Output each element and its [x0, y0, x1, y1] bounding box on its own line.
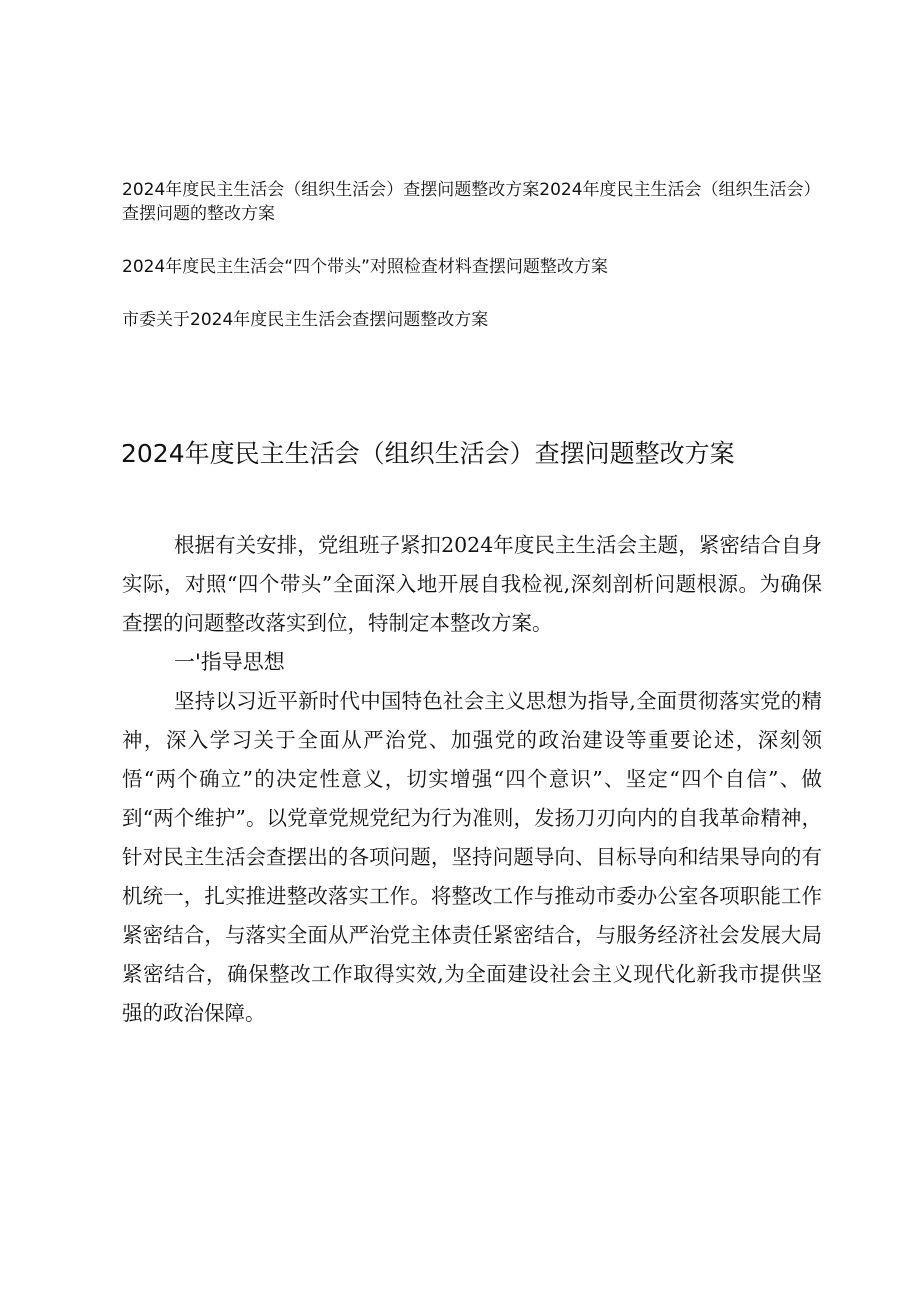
table-of-contents: [122, 178, 832, 332]
toc-entry-3: 市委关于2024年度民主生活会查摆问题整改方案: [122, 310, 489, 330]
section-paragraph-guiding-ideology: 坚持以习近平新时代中国特色社会主义思想为指导,全面贯彻落实党的精神，深入学习关于全面从严治党、加强党的政治建设等重要论述，深刻领悟“两个确立”的决定性意义，切实增强“四个意识”、坚定“四个自信”、做到“两个维护”。以党章党规党纪为行为准则，发扬刀刃向内的自我革命精神，针对民主生活会查摆出的各项问题，坚持问题导向、目标导向和结果导向的有机统一，扎实推进整改落实工作。将整改工作与推动市委办公室各项职能工作紧密结合，与落实全面从严治党主体责任紧密结合，与服务经济社会发展大局紧密结合，确保整改工作取得实效,为全面建设社会主义现代化新我市提供坚强的政治保障。: [122, 689, 822, 1025]
intro-paragraph: 根据有关安排，党组班子紧扣2024年度民主生活会主题，紧密结合自身实际，对照“四个带头”全面深入地开展自我检视,深刻剖析问题根源。为确保查摆的问题整改落实到位，特制定本整改方案。: [122, 533, 822, 635]
toc-entry-2: 2024年度民主生活会“四个带头”对照检查材料查摆问题整改方案: [122, 257, 608, 277]
toc-entry-1: 2024年度民主生活会（组织生活会）查摆问题整改方案2024年度民主生活会（组织生活会）查摆问题的整改方案: [122, 180, 821, 224]
document-body: [122, 526, 822, 1033]
section-heading-guiding-ideology: 一'指导思想: [174, 650, 285, 674]
document-title: 2024年度民主生活会（组织生活会）查摆问题整改方案: [121, 439, 735, 468]
